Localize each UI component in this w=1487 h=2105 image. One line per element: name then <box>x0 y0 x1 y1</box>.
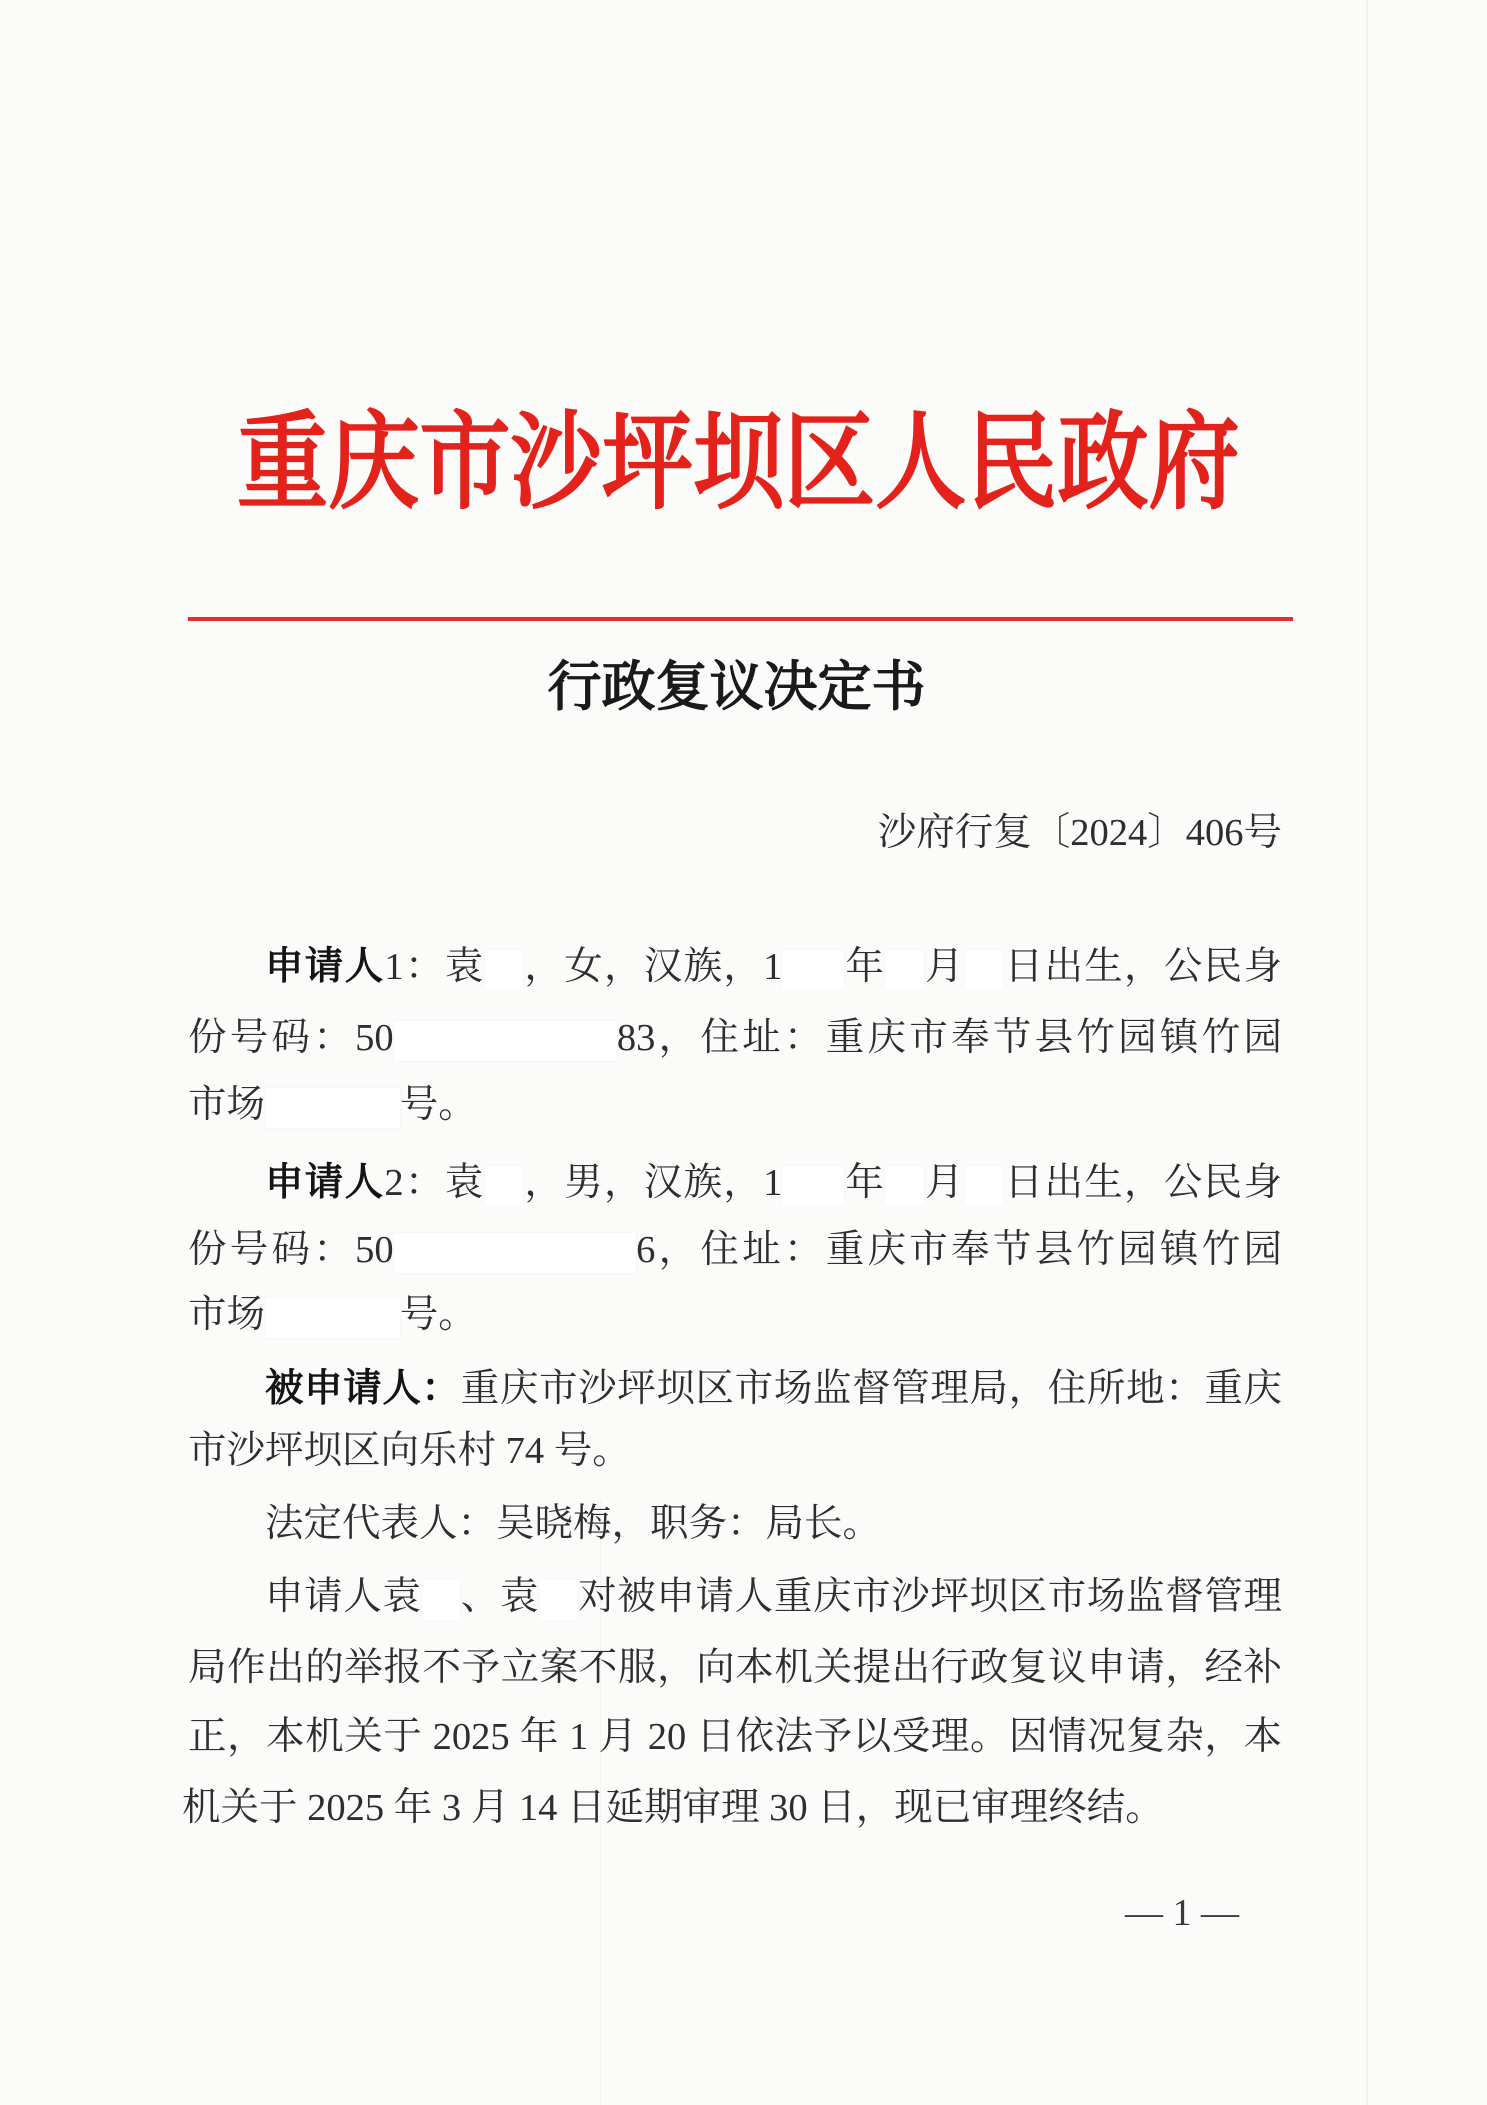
text-segment: 年 <box>844 946 886 988</box>
redaction-patch <box>885 1166 924 1206</box>
red-divider-line <box>188 617 1293 621</box>
text-segment: 号。 <box>399 1084 477 1126</box>
redaction-patch <box>394 1233 637 1273</box>
redaction-patch <box>782 1166 844 1206</box>
text-segment: 月 <box>923 946 965 988</box>
redaction-patch <box>885 950 924 990</box>
text-segment: 申请人袁 <box>265 1576 422 1618</box>
redaction-patch <box>539 1580 578 1620</box>
scan-crease <box>1366 0 1368 2105</box>
text-segment: 日出生，公民身 <box>1003 1162 1282 1204</box>
text-segment: 号。 <box>399 1294 477 1336</box>
applicant-label: 申请人 <box>265 1162 385 1204</box>
redaction-patch <box>485 1166 524 1206</box>
text-segment: 对被申请人重庆市沙坪坝区市场监督管理 <box>577 1576 1282 1618</box>
document-title: 行政复议决定书 <box>547 654 926 718</box>
text-segment: 1：袁 <box>384 946 485 988</box>
applicant-1-line-1 <box>188 944 1282 990</box>
case-paragraph-line-3: 正，本机关于 2025 年 1 月 20 日依法予以受理。因情况复杂，本 <box>188 1716 1282 1758</box>
case-paragraph-line-2: 局作出的举报不予立案不服，向本机关提出行政复议申请，经补 <box>188 1647 1282 1689</box>
case-paragraph-line-4: 机关于 2025 年 3 月 14 日延期审理 30 日，现已审理终结。 <box>182 1787 1164 1829</box>
text-segment: 、袁 <box>460 1576 539 1618</box>
applicant-2-line-3 <box>188 1292 1282 1338</box>
text-segment: 83，住址：重庆市奉节县竹园镇竹园 <box>616 1017 1282 1059</box>
text-segment: 6，住址：重庆市奉节县竹园镇竹园 <box>636 1229 1282 1271</box>
document-number: 沙府行复〔2024〕406号 <box>877 812 1282 854</box>
redaction-patch <box>394 1021 617 1061</box>
text-segment: 市场 <box>188 1084 266 1126</box>
applicant-1-line-2 <box>188 1015 1282 1061</box>
text-segment: 年 <box>844 1162 886 1204</box>
issuer-title: 重庆市沙坪坝区人民政府 <box>237 399 1240 524</box>
redaction-patch <box>265 1298 400 1338</box>
applicant-label: 申请人 <box>265 946 385 988</box>
redaction-patch <box>265 1088 400 1128</box>
legal-representative: 法定代表人：吴晓梅，职务：局长。 <box>265 1503 882 1545</box>
applicant-2-line-1 <box>188 1160 1282 1206</box>
text-segment: ，女，汉族，1 <box>523 946 783 988</box>
text-segment: 市场 <box>188 1294 266 1336</box>
applicant-1-line-3 <box>188 1082 1282 1128</box>
text-segment: 2：袁 <box>384 1162 485 1204</box>
applicant-2-line-2 <box>188 1227 1282 1273</box>
text-segment: 月 <box>923 1162 965 1204</box>
text-segment: 重庆市沙坪坝区市场监督管理局，住所地：重庆 <box>460 1368 1282 1410</box>
redaction-patch <box>422 1580 461 1620</box>
redaction-patch <box>965 1166 1004 1206</box>
redaction-patch <box>485 950 524 990</box>
redaction-patch <box>782 950 844 990</box>
text-segment: 日出生，公民身 <box>1003 946 1282 988</box>
text-segment: 份号码：50 <box>188 1017 394 1059</box>
redaction-patch <box>965 950 1004 990</box>
respondent-line-1 <box>188 1366 1282 1412</box>
respondent-label: 被申请人： <box>265 1368 461 1410</box>
text-segment: ，男，汉族，1 <box>523 1162 783 1204</box>
case-paragraph-line-1 <box>188 1574 1282 1620</box>
text-segment: 份号码：50 <box>188 1229 394 1271</box>
page-number: — 1 — <box>1125 1892 1239 1934</box>
respondent-line-2: 市沙坪坝区向乐村 74 号。 <box>188 1430 631 1472</box>
